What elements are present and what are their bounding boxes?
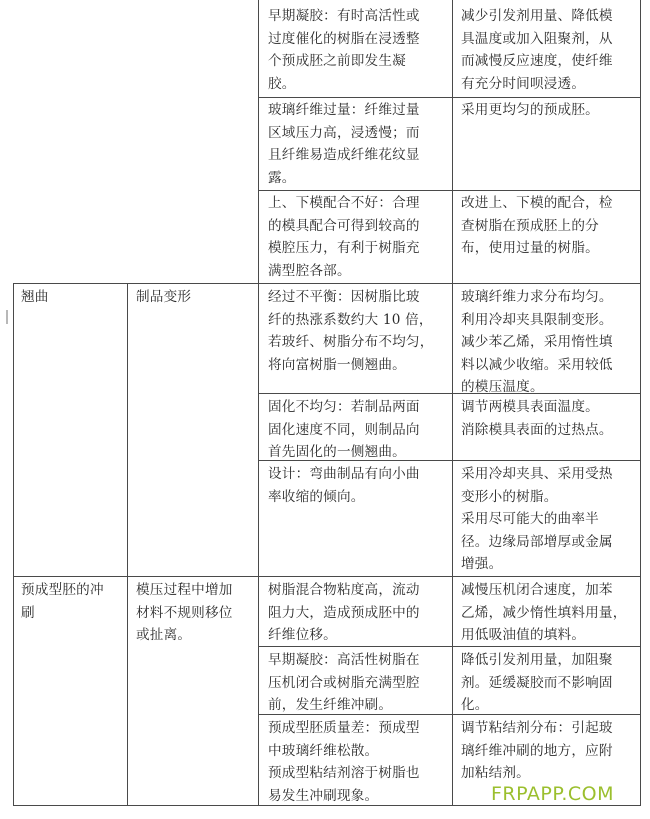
cause-cell: 设计：弯曲制品有向小曲 率收缩的倾向。	[268, 466, 420, 505]
page-binder-mark	[6, 310, 8, 324]
defect-name-cell: 翘曲	[21, 289, 49, 305]
cause-cell: 树脂混合物粘度高，流动 阻力大，造成预成胚中的 纤维位移。	[268, 582, 420, 643]
remedy-cell: 减少引发剂用量、降低模 具温度或加入阻聚剂，从 而减慢反应速度，使纤维 有充分时间呗浸透。	[461, 8, 613, 92]
symptom-cell: 模压过程中增加 材料不规则移位 或扯离。	[136, 582, 233, 643]
remedy-cell: 调节粘结剂分布：引起玻 璃纤维冲刷的地方，应附 加粘结剂。	[461, 720, 613, 781]
cause-cell: 早期凝胶：高活性树脂在 压机闭合或树脂充满型腔 前，发生纤维冲刷。	[268, 652, 420, 713]
table-border-right	[640, 0, 641, 806]
row-divider	[258, 97, 641, 98]
table-divider-col1	[127, 283, 128, 806]
symptom-cell: 制品变形	[136, 289, 192, 305]
cause-cell: 固化不均匀：若制品两面 固化速度不同，则制品向 首先固化的一侧翘曲。	[268, 399, 420, 460]
watermark-logo: FRPAPP.COM	[491, 783, 614, 805]
remedy-cell: 改进上、下模的配合，检 查树脂在预成胚上的分 布，使用过量的树脂。	[461, 195, 613, 256]
table-divider-col3	[452, 0, 453, 806]
remedy-cell: 采用更均匀的预成胚。	[461, 102, 599, 118]
cause-cell: 早期凝胶：有时高活性或 过度催化的树脂在浸透整 个预成胚之前即发生凝 胶。	[268, 8, 420, 92]
defect-name-cell: 预成型胚的冲 刷	[21, 582, 104, 621]
cause-cell: 上、下模配合不好：合理 的模具配合可得到较高的 模腔压力，有利于树脂充 满型腔各部。	[268, 195, 420, 279]
row-divider	[13, 576, 641, 577]
cause-cell: 预成型胚质量差：预成型 中玻璃纤维松散。 预成型粘结剂溶于树脂也 易发生冲刷现象。	[268, 720, 420, 804]
row-divider	[13, 283, 641, 284]
table-divider-col2	[258, 0, 259, 806]
remedy-cell: 采用冷却夹具、采用受热 变形小的树脂。 采用尽可能大的曲率半 径。边缘局部增厚或金属 增强。	[461, 466, 613, 572]
remedy-cell: 降低引发剂用量，加阻聚 剂。延缓凝胶而不影响固 化。	[461, 652, 613, 713]
row-divider	[258, 190, 641, 191]
remedy-cell: 减慢压机闭合速度，加苯 乙烯，减少惰性填料用量， 用低吸油值的填料。	[461, 582, 627, 643]
remedy-cell: 玻璃纤维力求分布均匀。 利用冷却夹具限制变形。 减少苯乙烯，采用惰性填 料以减少收缩。采用较低 的模压温度。	[461, 289, 613, 395]
cause-cell: 玻璃纤维过量：纤维过量 区域压力高，浸透慢；而 且纤维易造成纤维花纹显 露。	[268, 102, 420, 186]
remedy-cell: 调节两模具表面温度。 消除模具表面的过热点。	[461, 399, 613, 438]
table-border-left	[13, 283, 14, 806]
cause-cell: 经过不平衡：因树脂比玻 纤的热涨系数约大 10 倍， 若玻纤、树脂分布不均匀， 将向富树脂一侧翘曲。	[268, 289, 434, 373]
